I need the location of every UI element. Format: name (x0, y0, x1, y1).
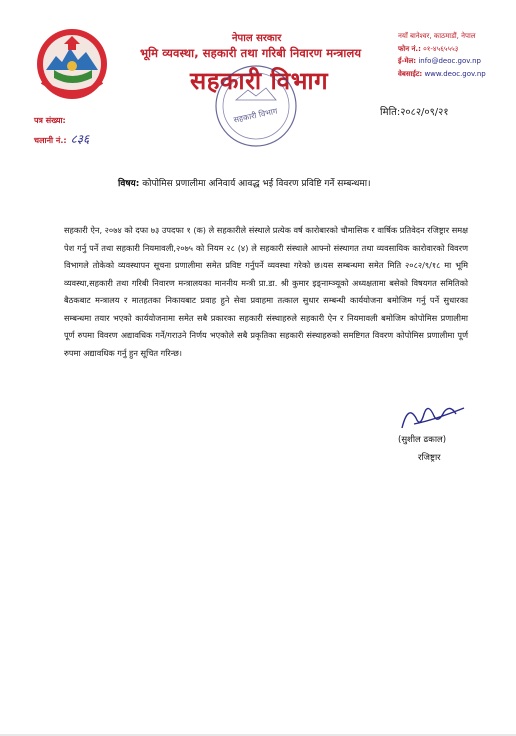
subject-line (118, 176, 371, 189)
email-address: info@deoc.gov.np (418, 57, 481, 65)
signatory-name: (सुशील ढकाल) (398, 435, 447, 445)
subject-label: विषय: (118, 179, 140, 189)
reference-block (34, 112, 89, 150)
official-seal-stamp (210, 60, 302, 152)
subject-text: कोपोमिस प्रणालीमा अनिवार्य आवद्ध भई विवरण प्रविष्टि गर्ने सम्बन्धमा। (142, 179, 371, 189)
dispatch-number-label: चलानी नं.: (34, 136, 67, 145)
ministry-title: भूमि व्यवस्था, सहकारी तथा गरिबी निवारण मन्त्रालय (140, 46, 362, 60)
seal-text: सहकारी विभाग (232, 106, 279, 125)
department-title: सहकारी विभाग (190, 66, 329, 95)
dispatch-number: ८३६ (70, 132, 90, 146)
address: नयाँ बानेश्वर, काठमाडौं, नेपाल (398, 32, 476, 40)
phone-label: फोन नं.: (398, 44, 421, 53)
signatory-title: रजिष्ट्रार (418, 453, 441, 463)
website-url: www.deoc.gov.np (424, 69, 486, 78)
letter-body: सहकारी ऐन, २०७४ को दफा ७३ उपदफा १ (क) ले सहकारीले संस्थाले प्रत्येक वर्ष कारोबारको चौमासिक र वार्षिक प्रतिवेदन रजिष्ट्रार समक्ष पेश गर्नु पर्ने तथा सहकारी नियमावली,२०७५ को नियम २८ (४) ले सहकारी संस्थाले आफ्नो संस्थागत तथा व्यवसायिक कारोवारको विवरण विभागले तोकेको व्यवस्थापन सूचना प्रणालीमा समेत प्रविष्ट गर्नुपर्ने व्यवस्था गरेको छ।यस सम्बन्धमा समेत मिति २०८२/९/१८ मा भूमि व्यवस्था,सहकारी तथा गरिबी निवारण मन्त्रालयका माननीय मन्त्री प्रा.डा. श्री कुमार इङ्नाम्ञ्यूको अध्यक्षतामा बसेको विषयगत समितिको बैठकबाट मन्त्रालय र मातहतका निकायबाट प्रवाह हुने सेवा प्रवाहमा तत्काल सुधार सम्बन्धी कार्ययोजना बमोजिम गर्नु पर्ने सुधारका सम्बन्धमा तयार भएको कार्ययोजनामा समेत सबै प्रकारका सहकारी संस्थाहरुले सहकारी ऐन र नियमावली बमोजिम कोपोमिस प्रणालीमा पूर्ण रुपमा विवरण अद्यावधिक गर्ने/गराउने निर्णय भएकोले सबै प्रकृतिका सहकारी संस्थाहरुको समष्टिगत विवरण कोपोमिस प्रणालीमा पूर्ण रुपमा अद्यावधिक गर्नु हुन सूचित गरिन्छ। (64, 225, 468, 358)
website-label: वेबसाईट: (398, 69, 423, 78)
signature-image (394, 394, 474, 438)
letter-date: मिति:२०८२/०९/२१ (380, 107, 449, 118)
phone-number: ०१-४५६५५५३ (423, 44, 459, 53)
nepal-emblem-icon (34, 26, 110, 102)
letter-number-label: पत्र संख्या: (34, 116, 66, 125)
contact-block (398, 30, 486, 80)
email-label: ई-मेल: (398, 57, 417, 65)
government-title: नेपाल सरकार (232, 33, 282, 44)
